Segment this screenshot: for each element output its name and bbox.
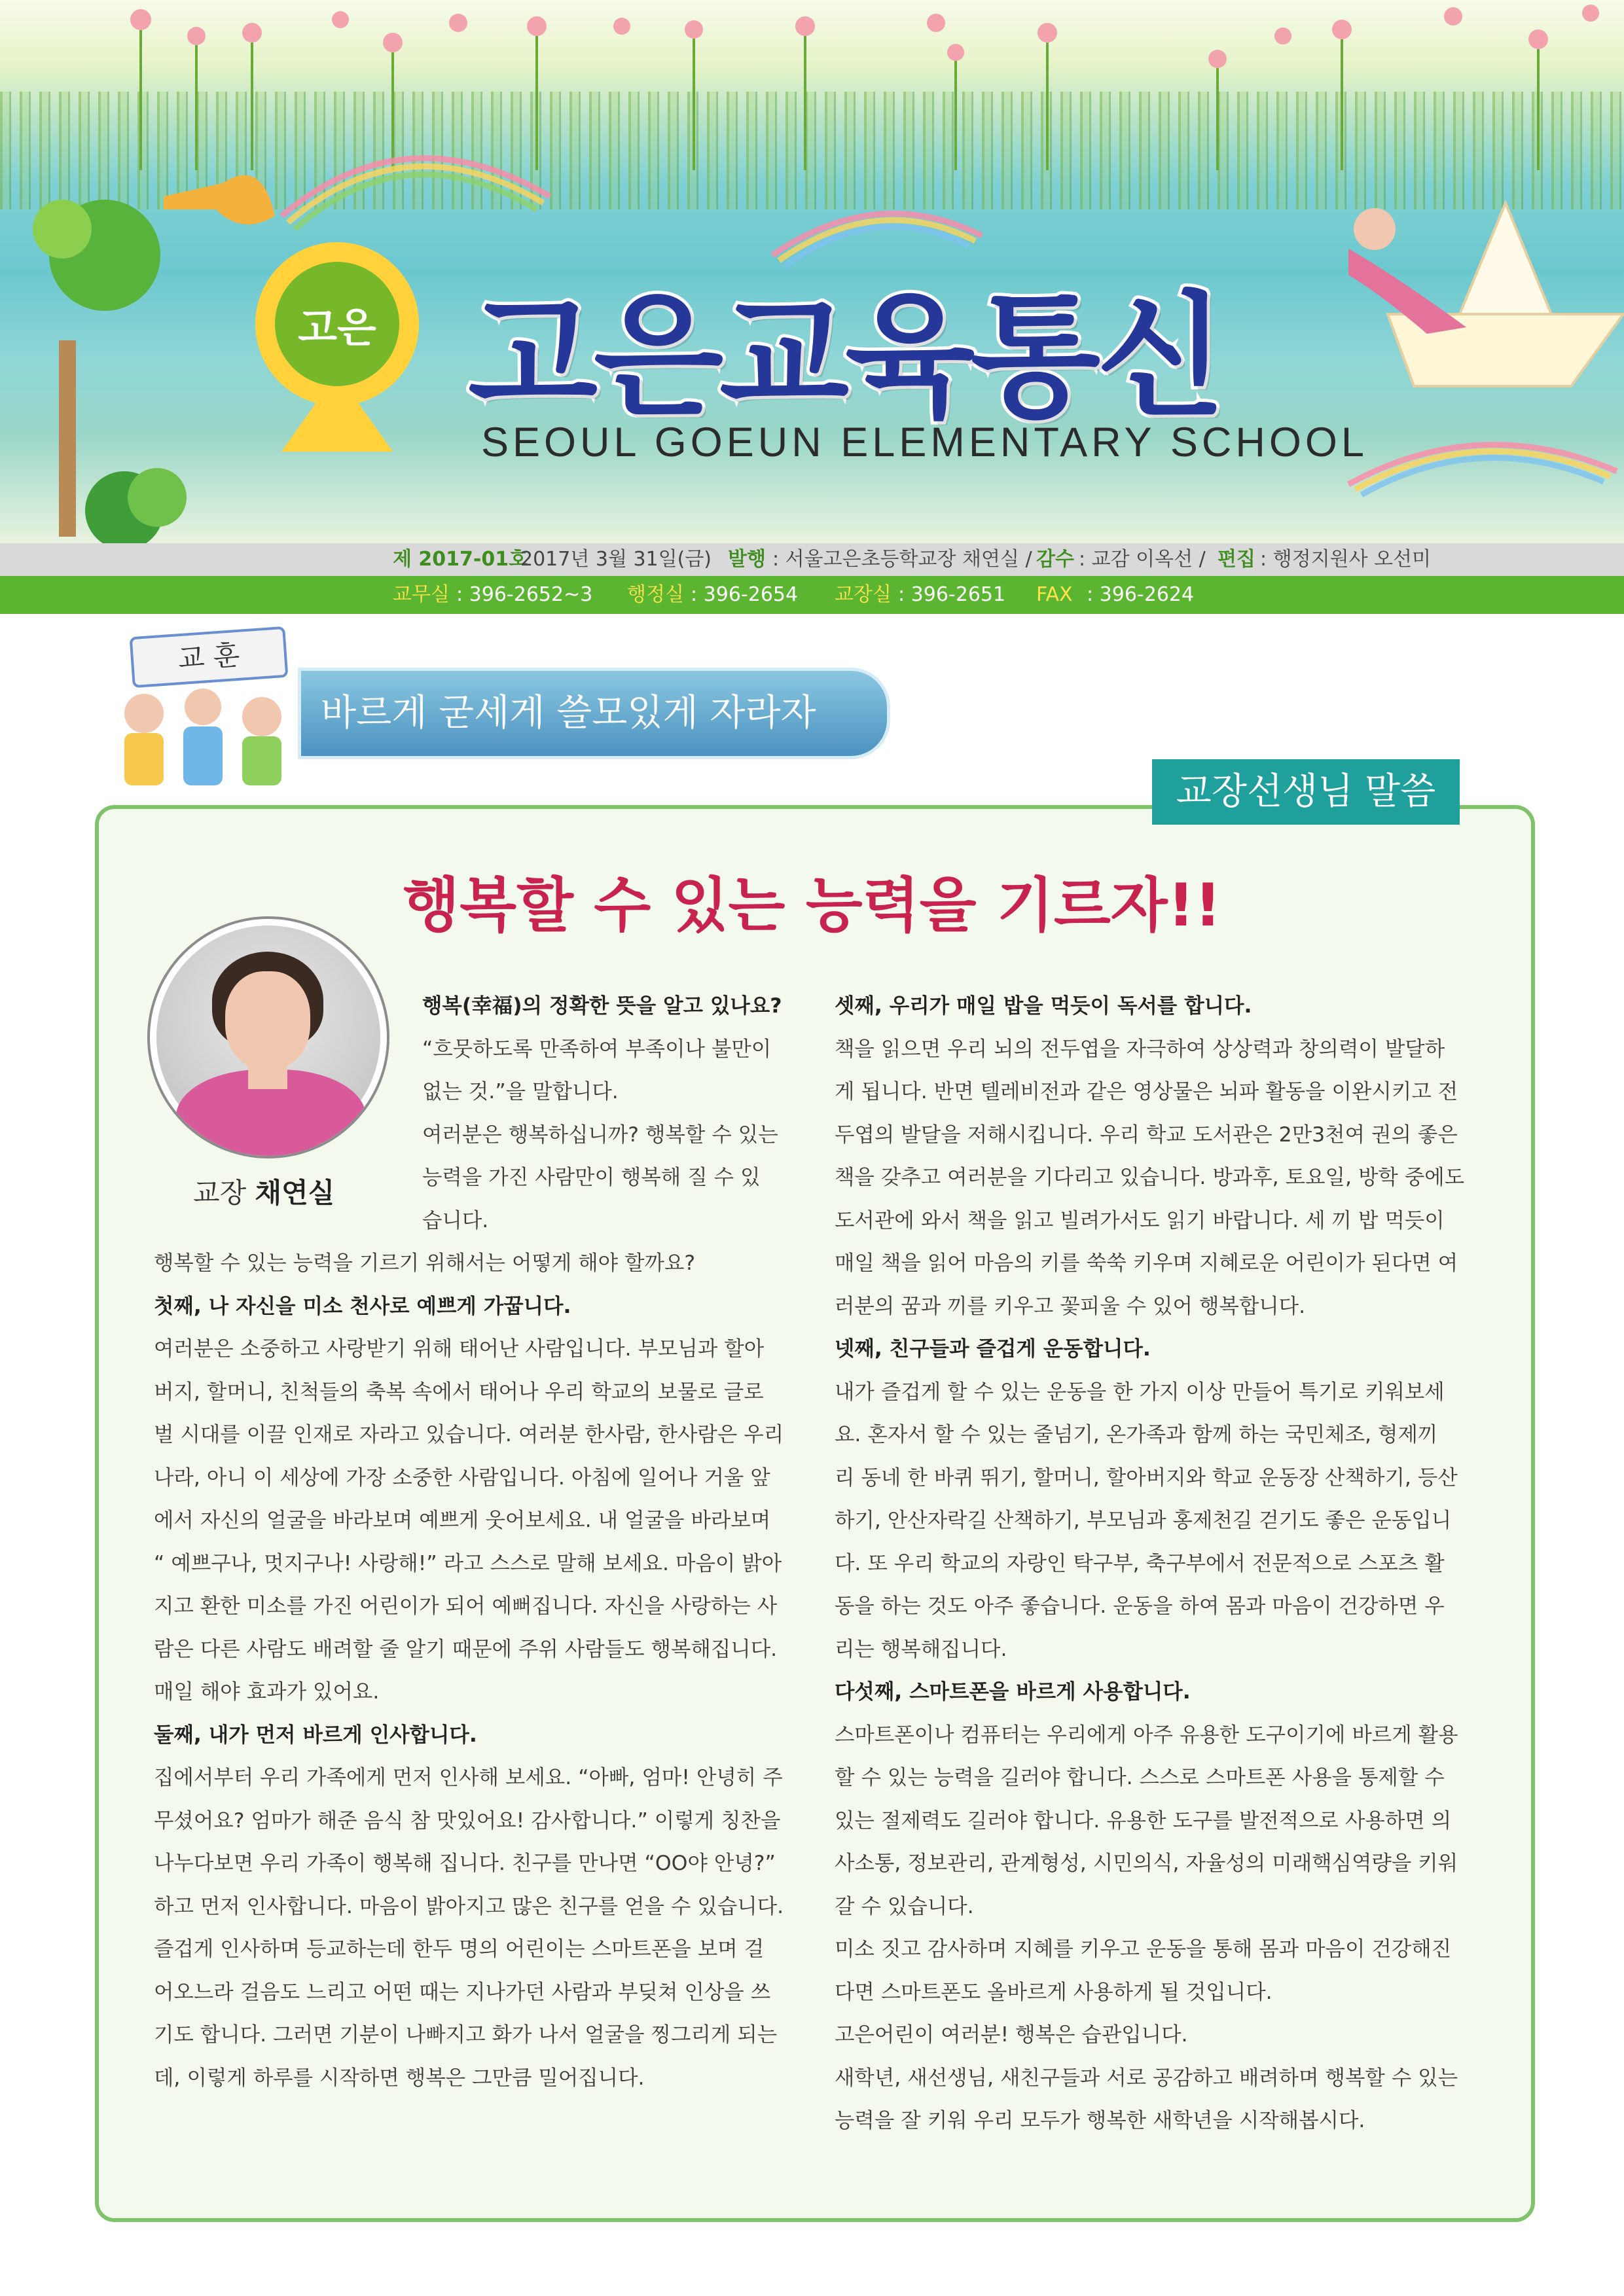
article-subheading: 셋째, 우리가 매일 밥을 먹듯이 독서를 합니다.	[835, 994, 1252, 1018]
article-line: 동을 하는 것도 아주 좋습니다. 운동을 하여 몸과 마음이 건강하면 우	[835, 1594, 1445, 1618]
article-line: 기도 합니다. 그러면 기분이 나빠지고 화가 나서 얼굴을 찡그리게 되는	[154, 2023, 778, 2047]
contact-label: 행정실	[627, 583, 684, 606]
caption-name: 채연실	[255, 1177, 335, 1209]
article-line: 어오느라 걸음도 느리고 어떤 때는 지나가던 사람과 부딪쳐 인상을 쓰	[154, 1980, 771, 2004]
article-line: 없는 것.”을 말합니다.	[422, 1080, 619, 1103]
article-subheading: 다섯째, 스마트폰을 바르게 사용합니다.	[835, 1680, 1191, 1704]
article-line: 여러분은 소중하고 사랑받기 위해 태어난 사람입니다. 부모님과 할아	[154, 1337, 765, 1361]
article-line: 고은어린이 여러분! 행복은 습관입니다.	[835, 2023, 1188, 2047]
article-line: 하고 먼저 인사합니다. 마음이 밝아지고 많은 친구를 얻을 수 있습니다.	[154, 1894, 784, 1918]
article-line: 행복할 수 있는 능력을 기르기 위해서는 어떻게 해야 할까요?	[154, 1251, 696, 1275]
article-line: 에서 자신의 얼굴을 바라보며 예쁘게 웃어보세요. 내 얼굴을 바라보며	[154, 1509, 771, 1532]
article-right-column	[835, 985, 1464, 2143]
article-line: 지고 환한 미소를 가진 어린이가 되어 예뻐집니다. 자신을 사랑하는 사	[154, 1594, 778, 1618]
article-line: 매일 책을 읽어 마음의 키를 쑥쑥 키우며 지혜로운 어린이가 된다면 여	[835, 1251, 1458, 1275]
issue-date: 2017년 3월 31일(금)	[520, 548, 712, 571]
article-line: 미소 짓고 감사하며 지혜를 키우고 운동을 통해 몸과 마음이 건강해진	[835, 1937, 1452, 1961]
article-line: 요. 혼자서 할 수 있는 줄넘기, 온가족과 함께 하는 국민체조, 형제끼	[835, 1423, 1438, 1446]
article-intro	[422, 985, 782, 1242]
editor-label: 편집	[1218, 548, 1255, 571]
contact-value: : 396-2654	[691, 583, 799, 606]
header-banner	[0, 0, 1624, 543]
contact-value: : 396-2651	[898, 583, 1006, 606]
article-line: 두엽의 발달을 저해시킵니다. 우리 학교 도서관은 2만3천여 권의 좋은	[835, 1122, 1458, 1147]
article-line: 있는 절제력도 길러야 합니다. 유용한 도구를 발전적으로 사용하면 의	[835, 1808, 1452, 1833]
article-line: 집에서부터 우리 가족에게 먼저 인사해 보세요. “아빠, 엄마! 안녕히 주	[154, 1766, 783, 1789]
principal-photo	[147, 916, 389, 1158]
article-line: 책을 갖추고 여러분을 기다리고 있습니다. 방과후, 토요일, 방학 중에도	[835, 1166, 1465, 1189]
flower-icons	[130, 5, 1599, 68]
article-line: 나누다보면 우리 가족이 행복해 집니다. 친구를 만나면 “OO야 안녕?”	[154, 1852, 776, 1875]
article-line: 리는 행복해집니다.	[835, 1637, 1007, 1661]
girl-icon	[1348, 208, 1466, 334]
article-line: 매일 해야 효과가 있어요.	[154, 1680, 380, 1704]
article-line: 리 동네 한 바퀴 뛰기, 할머니, 할아버지와 학교 운동장 산책하기, 등산	[835, 1465, 1458, 1490]
contact-value: : 396-2652~3	[456, 583, 593, 606]
article-line: 책을 읽으면 우리 뇌의 전두엽을 자극하여 상상력과 창의력이 발달하	[835, 1037, 1445, 1061]
article-line: 다면 스마트폰도 올바르게 사용하게 될 것입니다.	[835, 1980, 1272, 2004]
article-line: 습니다.	[422, 1208, 489, 1232]
newsletter-title: 고은교육통신	[468, 279, 1223, 435]
article-subheading: 첫째, 나 자신을 미소 천사로 예쁘게 가꿉니다.	[154, 1294, 571, 1318]
article-line: 러분의 꿈과 끼를 키우고 꽃피울 수 있어 행복합니다.	[835, 1294, 1306, 1318]
publisher-value: : 서울고은초등학교장 채연실 /	[772, 548, 1032, 571]
contact-label: FAX	[1036, 583, 1073, 606]
article-line: 하기, 안산자락길 산책하기, 부모님과 홍제천길 걷기도 좋은 운동입니	[835, 1509, 1452, 1532]
tree-icon	[33, 200, 187, 543]
article-line: 여러분은 행복하십니까? 행복할 수 있는	[422, 1122, 778, 1147]
article-line: 능력을 가진 사람만이 행복해 질 수 있	[422, 1166, 761, 1189]
article-subheading: 둘째, 내가 먼저 바르게 인사합니다.	[154, 1723, 477, 1747]
section-tab: 교장선생님 말씀	[1152, 759, 1460, 825]
article-line: 내가 즐겁게 할 수 있는 운동을 한 가지 이상 만들어 특기로 키워보세	[835, 1380, 1445, 1404]
article-line: “흐뭇하도록 만족하여 부족이나 불만이	[422, 1037, 772, 1061]
photo-caption	[193, 1172, 334, 1211]
school-motto: 바르게 굳세게 쓸모있게 자라자	[321, 692, 816, 734]
supervisor-label: 감수	[1036, 548, 1074, 571]
article-line: 능력을 잘 키워 우리 모두가 행복한 새학년을 시작해봅시다.	[835, 2109, 1365, 2132]
article-line: 사소통, 정보관리, 관계형성, 시민의식, 자율성의 미래핵심역량을 키워	[835, 1852, 1458, 1875]
horn-icon	[164, 175, 275, 224]
school-name-english: SEOUL GOEUN ELEMENTARY SCHOOL	[481, 420, 1368, 465]
article-line: 버지, 할머니, 친척들의 축복 속에서 태어나 우리 학교의 보물로 글로	[154, 1380, 764, 1404]
editor-value: : 행정지원사 오선미	[1260, 548, 1432, 571]
article-line: 즐겁게 인사하며 등교하는데 한두 명의 어린이는 스마트폰을 보며 걸	[154, 1937, 765, 1961]
article-line: 데, 이렇게 하루를 시작하면 행복은 그만큼 밀어집니다.	[154, 2066, 645, 2090]
article-line: 갈 수 있습니다.	[835, 1894, 974, 1918]
caption-role: 교장	[193, 1177, 247, 1209]
article-line: 나라, 아니 이 세상에 가장 소중한 사람입니다. 아침에 일어나 거울 앞	[154, 1465, 770, 1490]
contact-label: 교무실	[393, 583, 450, 606]
publisher-label: 발행	[728, 548, 766, 571]
motto-tag: 교 훈	[130, 626, 289, 688]
article-line: 람은 다른 사람도 배려할 줄 알기 때문에 주위 사람들도 행복해집니다.	[154, 1637, 778, 1661]
contact-value: : 396-2624	[1087, 583, 1195, 606]
article-subheading: 넷째, 친구들과 즐겁게 운동합니다.	[835, 1337, 1151, 1361]
article-line: 도서관에 와서 책을 읽고 빌려가서도 읽기 바랍니다. 세 끼 밥 먹듯이	[835, 1208, 1445, 1232]
paper-boat-icon	[1388, 203, 1623, 386]
article-headline: 행복할 수 있는 능력을 기르자!!	[403, 871, 1221, 940]
contact-label: 교장실	[835, 583, 892, 606]
article-line: 스마트폰이나 컴퓨터는 우리에게 아주 유용한 도구이기에 바르게 활용	[835, 1723, 1458, 1747]
article-line: 새학년, 새선생님, 새친구들과 서로 공감하고 배려하며 행복할 수 있는	[835, 2066, 1458, 2090]
supervisor-value: : 교감 이옥선 /	[1079, 548, 1206, 571]
article-left-column	[154, 1242, 784, 2100]
article-line: 무셨어요? 엄마가 해준 음식 참 맛있어요! 감사합니다.” 이렇게 칭찬을	[154, 1808, 781, 1833]
contact-strip	[0, 576, 1624, 614]
article-line: 게 됩니다. 반면 텔레비전과 같은 영상물은 뇌파 활동을 이완시키고 전	[835, 1080, 1458, 1103]
issue-number: 제 2017-01호	[393, 548, 528, 571]
publication-info-strip	[0, 543, 1624, 576]
article-line: 다. 또 우리 학교의 자랑인 탁구부, 축구부에서 전문적으로 스포츠 활	[835, 1551, 1445, 1575]
article-line: 할 수 있는 능력을 길러야 합니다. 스스로 스마트폰 사용을 통제할 수	[835, 1766, 1445, 1789]
school-logo: 고은	[275, 262, 399, 386]
article-subheading: 행복(幸福)의 정확한 뜻을 알고 있나요?	[422, 994, 782, 1018]
article-line: 벌 시대를 이끌 인재로 자라고 있습니다. 여러분 한사람, 한사람은 우리	[154, 1423, 784, 1446]
article-line: “ 예쁘구나, 멋지구나! 사랑해!” 라고 스스로 말해 보세요. 마음이 밝아	[154, 1551, 782, 1575]
